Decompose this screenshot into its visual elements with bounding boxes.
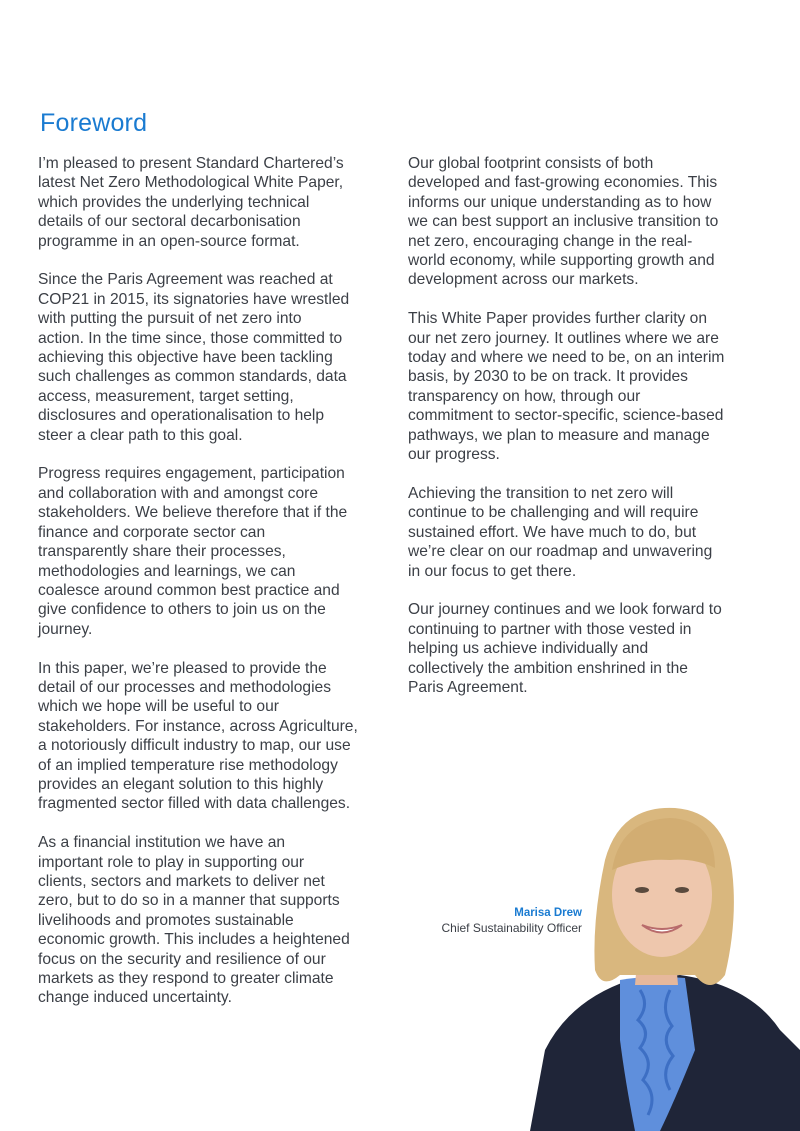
paragraph: Progress requires engagement, participation and collaboration with and amongst core stakeholders. We believe therefore that if the finance and corporate sector can transparently share their processes, methodologies and learnings, we can coalesce around common best practice and give confidence to others to join us on the journey. — [38, 465, 348, 638]
paragraph: This White Paper provides further clarity on our net zero journey. It outlines where we are today and where we need to be, on an interim basis, by 2030 to be on track. It provides transparency on how, through our commitment to sector-specific, science-based pathways, we plan to measure and manage our progress. — [408, 310, 725, 464]
portrait-photo — [510, 800, 800, 1131]
signatory-role: Chief Sustainability Officer — [441, 921, 582, 935]
paragraph: In this paper, we’re pleased to provide the detail of our processes and methodologies which we hope will be useful to our stakeholders. For instance, across Agriculture, a notoriously difficult industry to map, our use of an implied temperature rise methodology provides an elegant solution to this highly fragmented sector filled with data challenges. — [38, 659, 358, 813]
paragraph: Our global footprint consists of both developed and fast-growing economies. This informs our unique understanding as to how we can best support an inclusive transition to net zero, encouraging change in the real- world economy, while supporting growth and development across our markets. — [408, 155, 719, 289]
paragraph: Our journey continues and we look forward to continuing to partner with those vested in helping us achieve individually and collectively the ambition enshrined in the Paris Agreement. — [408, 601, 722, 696]
left-text-column — [38, 154, 390, 1027]
paragraph: I’m pleased to present Standard Chartered’s latest Net Zero Methodological White Paper, which provides the underlying technical details of our sectoral decarbonisation programme in an open-source format. — [38, 155, 344, 250]
paragraph: Achieving the transition to net zero will continue to be challenging and will require sustained effort. We have much to do, but we’re clear on our roadmap and unwavering in our focus to get there. — [408, 484, 713, 580]
paragraph: As a financial institution we have an important role to play in supporting our clients, sectors and markets to deliver net zero, but to do so in a manner that supports livelihoods and promotes sustainable economic growth. This includes a heightened focus on the security and resilience of our markets as they respond to greater climate change induced uncertainty. — [38, 834, 350, 1007]
page-title: Foreword — [40, 108, 148, 137]
right-text-column — [408, 154, 766, 717]
signatory-name: Marisa Drew — [514, 907, 582, 919]
paragraph: Since the Paris Agreement was reached at COP21 in 2015, its signatories have wrestled with putting the pursuit of net zero into action. In the time since, those committed to achieving this objective have been tackling such challenges as common standards, data access, measurement, target setting, disclosures and operationalisation to help steer a clear path to this goal. — [38, 271, 350, 444]
